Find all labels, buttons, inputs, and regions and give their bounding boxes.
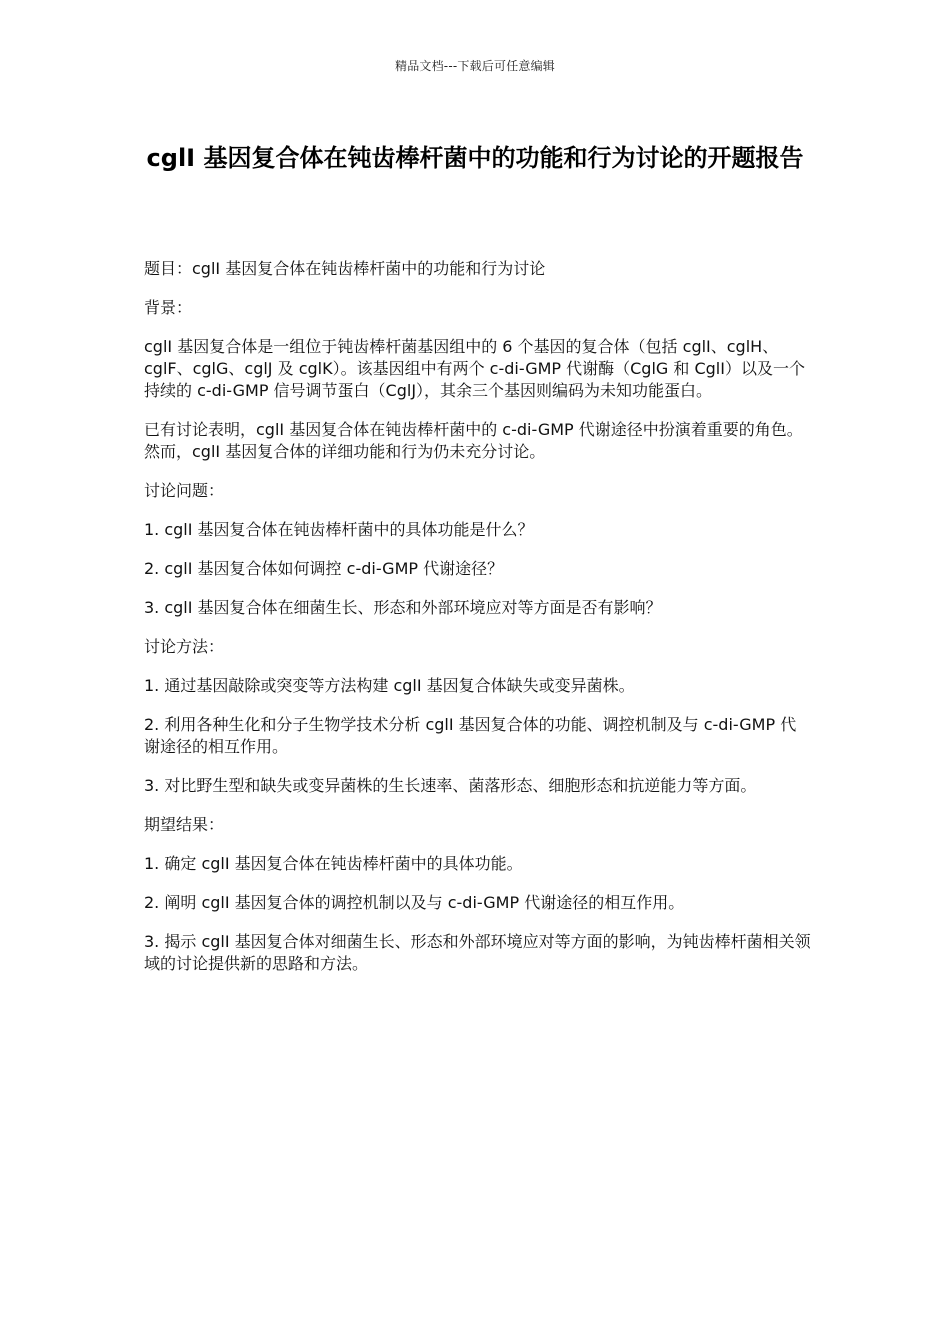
section-heading-methods: 讨论方法：: [144, 637, 225, 656]
question-item-3: 3. cglI 基因复合体在细菌生长、形态和外部环境应对等方面是否有影响？: [144, 598, 662, 617]
result-item-2: 2. 阐明 cglI 基因复合体的调控机制以及与 c-di-GMP 代谢途径的相互作用。: [144, 893, 685, 912]
section-heading-questions: 讨论问题：: [144, 481, 225, 500]
question-item-1: 1. cglI 基因复合体在钝齿棒杆菌中的具体功能是什么？: [144, 520, 534, 539]
section-heading-expected-results: 期望结果：: [144, 815, 225, 834]
method-item-2: 2. 利用各种生化和分子生物学技术分析 cglI 基因复合体的功能、调控机制及与 c-di-GMP 代谢途径的相互作用。: [144, 715, 797, 756]
method-item-3: 3. 对比野生型和缺失或变异菌株的生长速率、菌落形态、细胞形态和抗逆能力等方面。: [144, 776, 757, 795]
topic-line: 题目：cglI 基因复合体在钝齿棒杆菌中的功能和行为讨论: [144, 259, 546, 278]
background-paragraph-1: cglI 基因复合体是一组位于钝齿棒杆菌基因组中的 6 个基因的复合体（包括 cglI、cglH、cglF、cglG、cglJ 及 cglK）。该基因组中有两个 c-di-GMP 代谢酶（CglG 和 CglI）以及一个持续的 c-di-GMP 信号调节蛋白（CglJ），其余三个基因则编码为未知功能蛋白。: [144, 337, 805, 400]
document-body: [144, 258, 812, 992]
result-item-3: 3. 揭示 cglI 基因复合体对细菌生长、形态和外部环境应对等方面的影响，为钝齿棒杆菌相关领域的讨论提供新的思路和方法。: [144, 932, 811, 973]
background-paragraph-2: 已有讨论表明，cglI 基因复合体在钝齿棒杆菌中的 c-di-GMP 代谢途径中扮演着重要的角色。然而，cglI 基因复合体的详细功能和行为仍未充分讨论。: [144, 420, 803, 461]
method-item-1: 1. 通过基因敲除或突变等方法构建 cglI 基因复合体缺失或变异菌株。: [144, 676, 635, 695]
result-item-1: 1. 确定 cglI 基因复合体在钝齿棒杆菌中的具体功能。: [144, 854, 523, 873]
section-heading-background: 背景：: [144, 298, 193, 317]
page-header: 精品文档---下载后可任意编辑: [395, 59, 555, 73]
document-title: cglI 基因复合体在钝齿棒杆菌中的功能和行为讨论的开题报告: [146, 144, 804, 172]
question-item-2: 2. cglI 基因复合体如何调控 c-di-GMP 代谢途径？: [144, 559, 504, 578]
